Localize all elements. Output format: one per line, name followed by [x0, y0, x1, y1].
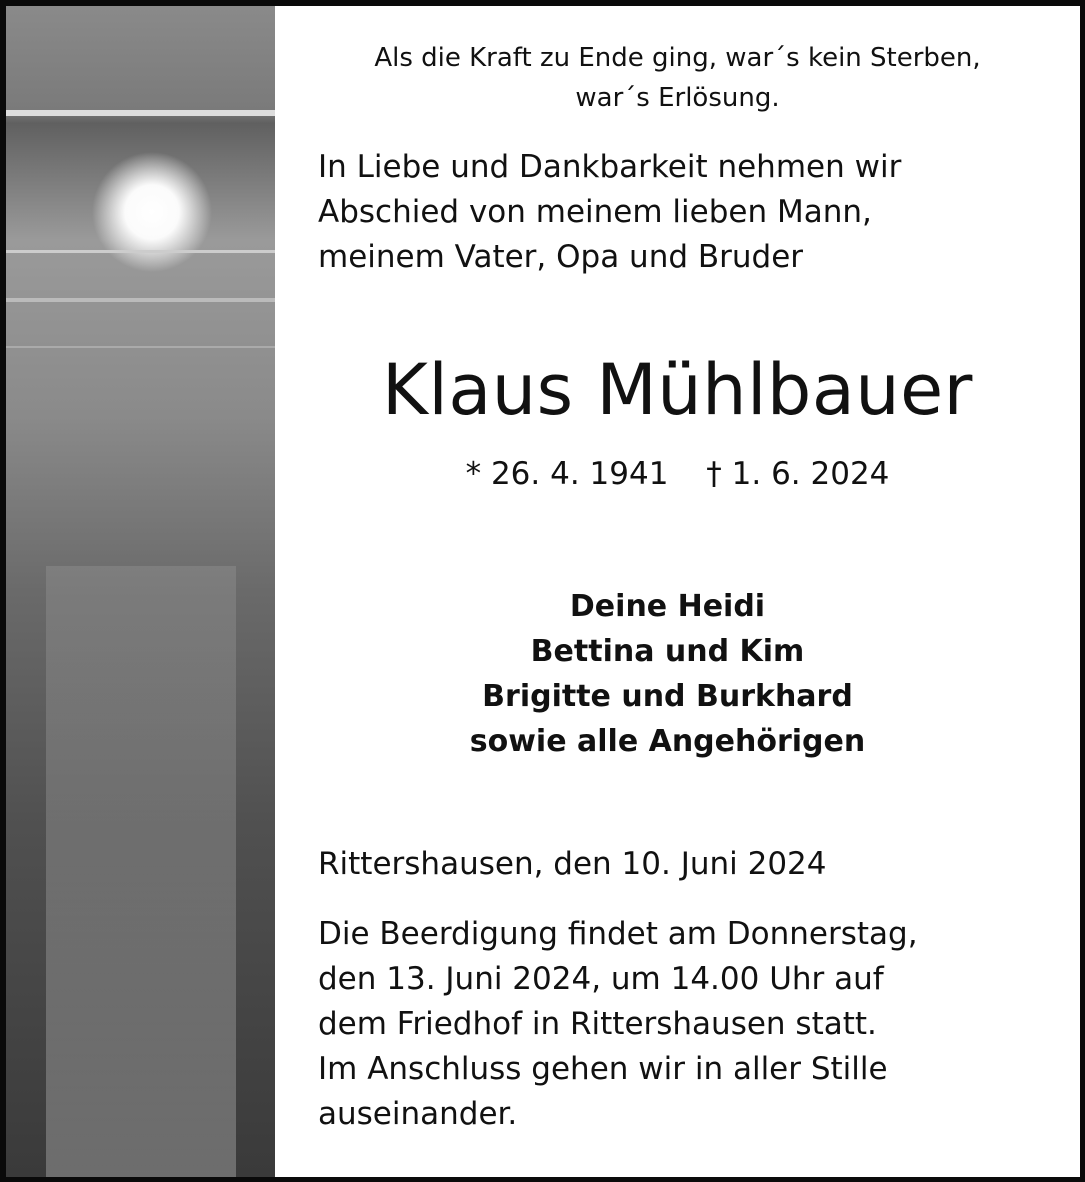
quote [275, 38, 1080, 118]
quote-line: war´s Erlösung. [575, 83, 780, 113]
funeral-line: auseinander. [318, 1096, 518, 1132]
life-dates [275, 452, 1080, 496]
intro-line: In Liebe und Dankbarkeit nehmen wir [318, 149, 902, 185]
mourner: Bettina und Kim [530, 634, 805, 669]
intro-text [318, 145, 901, 280]
mourner: Brigitte und Burkhard [482, 679, 853, 714]
funeral-line: Die Beerdigung findet am Donnerstag, [318, 916, 918, 952]
deceased-name: Klaus Mühlbauer [382, 349, 973, 431]
funeral-line: dem Friedhof in Rittershausen statt. [318, 1006, 877, 1042]
mourner: sowie alle Angehörigen [469, 724, 866, 759]
death-date: † 1. 6. 2024 [706, 456, 890, 492]
quote-line: Als die Kraft zu Ende ging, war´s kein Sterben, [374, 43, 981, 73]
funeral-line: den 13. Juni 2024, um 14.00 Uhr auf [318, 961, 884, 997]
intro-line: meinem Vater, Opa und Bruder [318, 239, 804, 275]
birth-date: * 26. 4. 1941 [465, 456, 669, 492]
place-date: Rittershausen, den 10. Juni 2024 [318, 846, 827, 882]
intro-line: Abschied von meinem lieben Mann, [318, 194, 872, 230]
mourner: Deine Heidi [569, 589, 766, 624]
mourners-list [275, 584, 1060, 764]
funeral-info [318, 912, 918, 1137]
sunset-sea-photo [6, 6, 275, 1177]
funeral-line: Im Anschluss gehen wir in aller Stille [318, 1051, 888, 1087]
